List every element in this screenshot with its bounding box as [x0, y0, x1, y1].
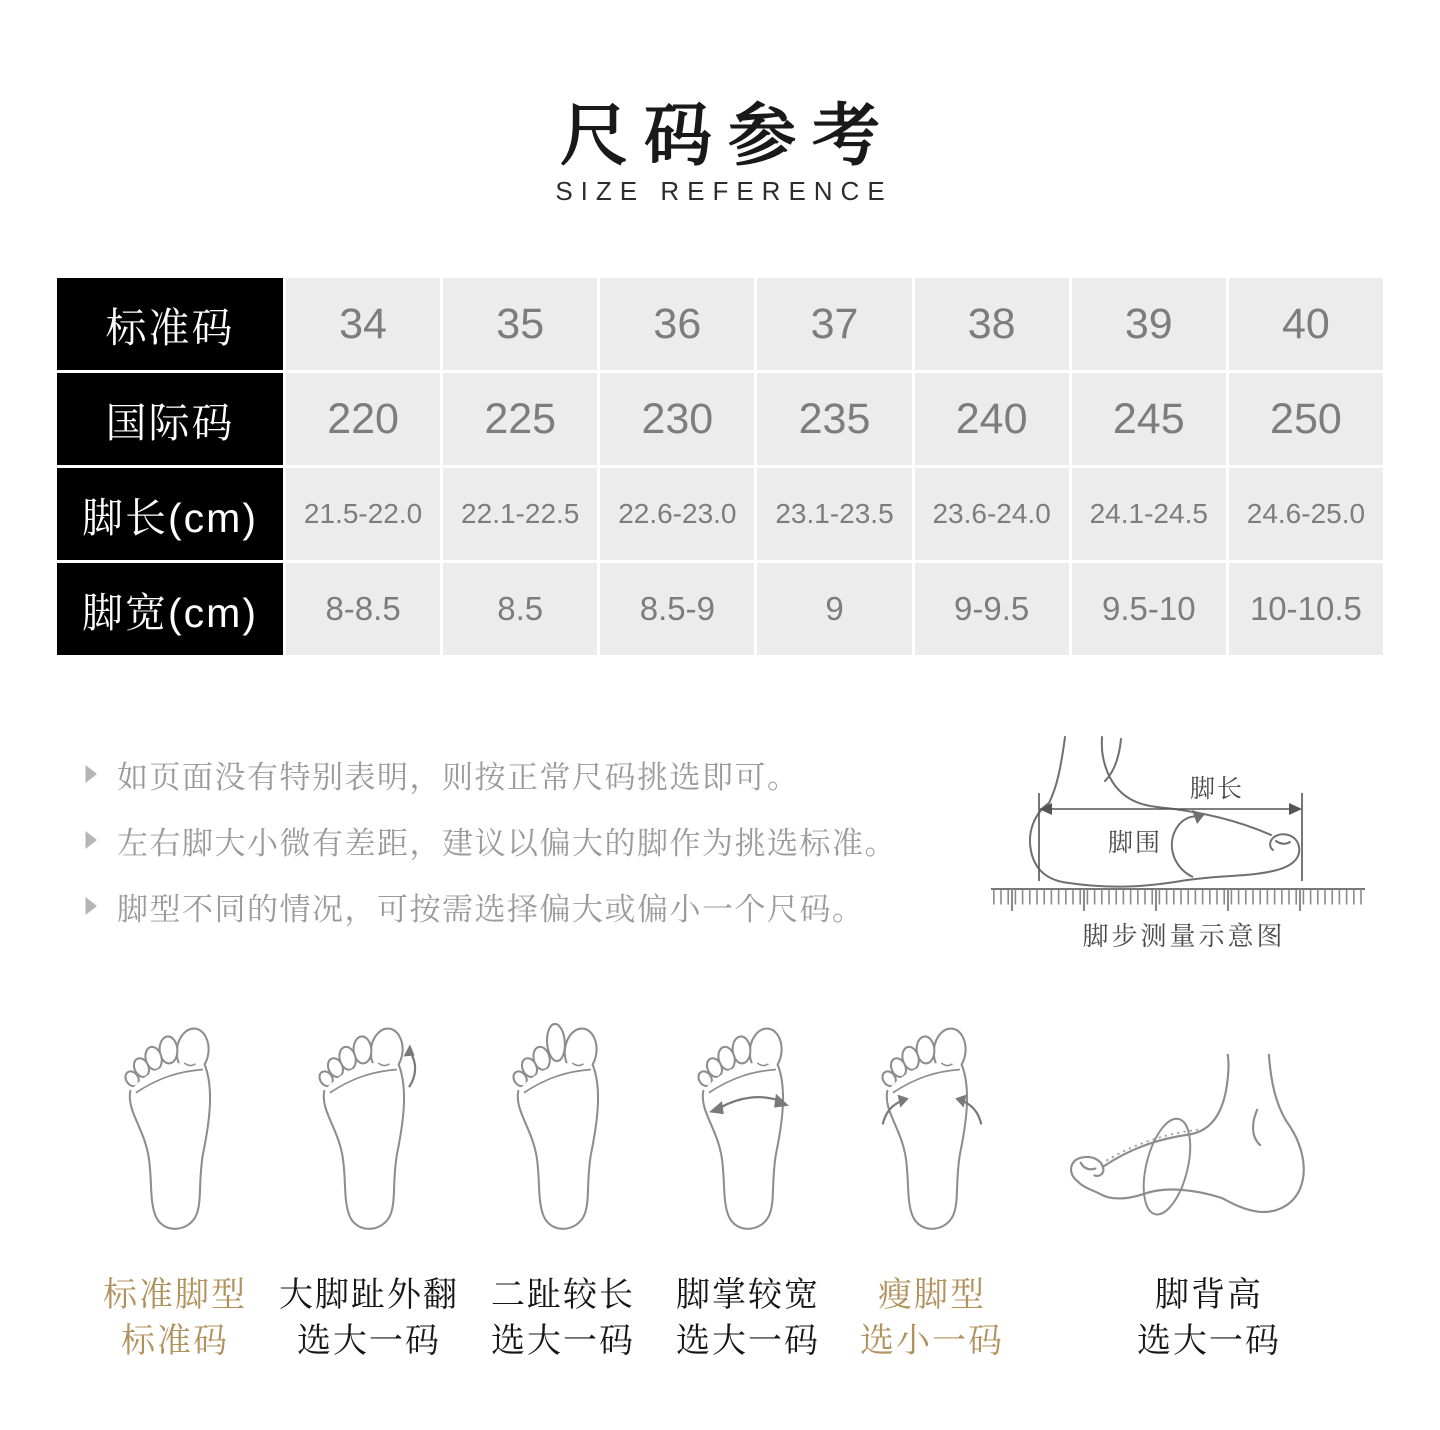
ruler-icon [991, 889, 1365, 900]
foot-measure-illustration [985, 733, 1383, 918]
measure-caption: 脚步测量示意图 [1082, 921, 1286, 951]
foot-type-label [782, 1272, 1082, 1364]
notes-list [84, 752, 897, 950]
foot-type-line2: 选大一码 [676, 1322, 820, 1360]
foot-type-figure [509, 1022, 617, 1243]
note-text: 左右脚大小微有差距，建议以偏大的脚作为挑选标准。 [117, 825, 897, 861]
foot-type-line2: 选大一码 [1137, 1322, 1281, 1360]
table-cell: 245 [1072, 373, 1226, 465]
table-cell: 8.5-9 [600, 563, 754, 655]
foot-length-label: 脚长 [1189, 775, 1245, 803]
foot-type-line2: 标准码 [121, 1322, 229, 1360]
table-row-header: 标准码 [57, 278, 283, 370]
note-text: 脚型不同的情况，可按需选择偏大或偏小一个尺码。 [117, 891, 865, 927]
foot-type-line2: 选大一码 [297, 1322, 441, 1360]
foot-type-figure [315, 1022, 423, 1243]
foot-type-line1: 脚掌较宽 [676, 1276, 820, 1314]
table-cell: 8.5 [443, 563, 597, 655]
table-cell: 39 [1072, 278, 1226, 370]
page-title: 尺码参考 [559, 98, 896, 174]
foot-type-figure [1065, 1052, 1315, 1247]
foot-type-line1: 脚背高 [1155, 1276, 1263, 1314]
table-cell: 40 [1229, 278, 1383, 370]
foot-bunion-icon [315, 1022, 423, 1238]
note-item [84, 884, 897, 928]
table-cell: 22.6-23.0 [600, 468, 754, 560]
foot-long-second-toe-icon [509, 1022, 617, 1238]
table-row-header: 脚宽(cm) [57, 563, 283, 655]
foot-type-line1: 标准脚型 [103, 1276, 247, 1314]
table-cell: 38 [915, 278, 1069, 370]
triangle-right-icon [84, 763, 99, 785]
table-cell: 8-8.5 [286, 563, 440, 655]
foot-type-line2: 选小一码 [860, 1322, 1004, 1360]
table-cell: 34 [286, 278, 440, 370]
table-cell: 24.6-25.0 [1229, 468, 1383, 560]
note-item [84, 752, 897, 796]
size-table [57, 278, 1383, 655]
foot-girth-label: 脚围 [1107, 829, 1163, 857]
page-subtitle: SIZE REFERENCE [555, 176, 893, 206]
foot-standard-icon [121, 1022, 229, 1238]
note-item [84, 818, 897, 862]
note-text: 如页面没有特别表明，则按正常尺码挑选即可。 [117, 759, 800, 795]
foot-type-line1: 二趾较长 [491, 1276, 635, 1314]
table-cell: 235 [757, 373, 911, 465]
foot-type-figure [694, 1022, 802, 1243]
foot-type-line2: 选大一码 [491, 1322, 635, 1360]
table-cell: 35 [443, 278, 597, 370]
table-cell: 21.5-22.0 [286, 468, 440, 560]
table-cell: 36 [600, 278, 754, 370]
table-cell: 9-9.5 [915, 563, 1069, 655]
table-cell: 250 [1229, 373, 1383, 465]
table-cell: 230 [600, 373, 754, 465]
table-cell: 22.1-22.5 [443, 468, 597, 560]
table-cell: 220 [286, 373, 440, 465]
table-cell: 23.6-24.0 [915, 468, 1069, 560]
table-cell: 9 [757, 563, 911, 655]
foot-type-line1: 瘦脚型 [878, 1276, 986, 1314]
foot-type-line1: 大脚趾外翻 [279, 1276, 459, 1314]
table-cell: 23.1-23.5 [757, 468, 911, 560]
foot-high-instep-icon [1065, 1052, 1315, 1242]
foot-wide-icon [694, 1022, 802, 1238]
table-cell: 9.5-10 [1072, 563, 1226, 655]
table-row-header: 脚长(cm) [57, 468, 283, 560]
triangle-right-icon [84, 829, 99, 851]
foot-type-figure [121, 1022, 229, 1243]
foot-type-label [1059, 1272, 1359, 1364]
foot-thin-icon [878, 1022, 986, 1238]
foot-measurement-diagram [985, 733, 1383, 953]
table-cell: 24.1-24.5 [1072, 468, 1226, 560]
table-cell: 10-10.5 [1229, 563, 1383, 655]
table-cell: 37 [757, 278, 911, 370]
table-row-header: 国际码 [57, 373, 283, 465]
table-cell: 240 [915, 373, 1069, 465]
foot-type-figure [878, 1022, 986, 1243]
table-cell: 225 [443, 373, 597, 465]
arrow-right-icon [1289, 803, 1302, 815]
triangle-right-icon [84, 895, 99, 917]
